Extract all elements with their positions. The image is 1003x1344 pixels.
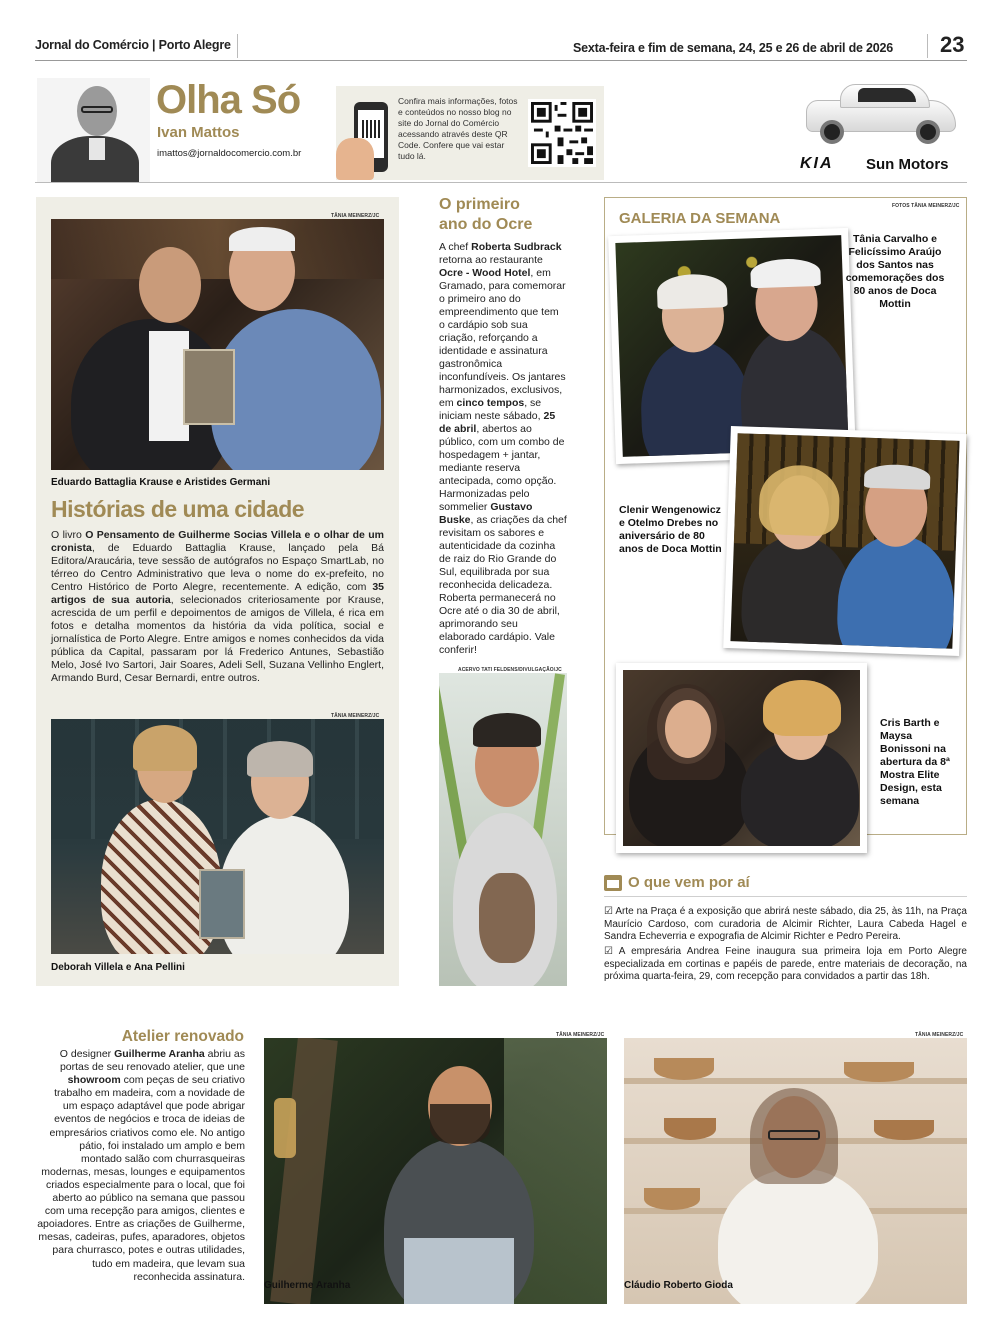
gallery-photo-2 [723, 426, 967, 656]
photo-credit: ACERVO TATI FELDENS/DIVULGAÇÃO/JC [458, 667, 562, 673]
photo-claudio-gioda [624, 1038, 967, 1304]
gallery-caption-1: Tânia Carvalho e Felicíssimo Araújo dos Santos nas comemorações dos 80 anos de Doca Mottin [845, 233, 945, 310]
photo-guilherme-aranha [264, 1038, 607, 1304]
checkbox-icon: ☑ [604, 906, 613, 917]
header-date: Sexta-feira e fim de semana, 24, 25 e 26 de abril de 2026 [573, 41, 894, 55]
photo-credit: TÂNIA MEINERZ/JC [556, 1032, 605, 1038]
story2-text: retorna ao restaurante [439, 254, 543, 266]
story2-bold: cinco tempos [456, 397, 525, 409]
gallery-photo-3 [616, 663, 867, 853]
masthead-rule [35, 182, 967, 183]
kia-logo: KIA [800, 155, 834, 172]
upcoming-rule [604, 896, 967, 897]
upcoming-item-2 [604, 946, 967, 984]
story2-headline-line2: ano do Ocre [439, 216, 533, 233]
header-publication: Jornal do Comércio | Porto Alegre [35, 38, 231, 52]
calendar-icon [604, 875, 622, 891]
column-author: Ivan Mattos [157, 124, 240, 141]
page-number-divider [927, 34, 928, 58]
header-divider [237, 34, 238, 58]
story2-sommelier: Gustavo Buske [439, 501, 533, 526]
story1-book-title: O Pensamento de Guilherme Socias Villela e o olhar de um cronista [51, 529, 384, 554]
qr-text: Confira mais informações, fotos e conteúdos no nosso blog no site do Jornal do Comércio acessando através deste QR Code. Confere que vai estar tudo lá. [398, 96, 518, 161]
checkbox-icon: ☑ [604, 946, 613, 957]
photo-credit: TÂNIA MEINERZ/JC [915, 1032, 964, 1038]
hand-icon [336, 138, 374, 180]
story2-text: , em Gramado, para comemorar o primeiro ano do empreendimento que tem o cardápio sob sua criação, reforçando a identidade e assinatura gastronômica inconfundíveis. Os jantares harmonizados, exclusivos, em [439, 267, 566, 409]
header-rule [35, 60, 967, 61]
story3-body [37, 1048, 245, 1284]
page-number: 23 [940, 32, 965, 57]
photo-villela-pellini [51, 719, 384, 954]
story2-headline-line1: O primeiro [439, 196, 520, 213]
story1-headline: Histórias de uma cidade [51, 496, 305, 522]
gallery-caption-3: Cris Barth e Maysa Bonissoni na abertura da 8ª Mostra Elite Design, esta semana [880, 717, 950, 807]
story3-designer: Guilherme Aranha [114, 1048, 205, 1060]
story2-headline [439, 195, 532, 235]
photo-credit: TÂNIA MEINERZ/JC [331, 713, 380, 719]
upcoming-item-text: A empresária Andrea Feine inaugura sua primeira loja em Porto Alegre especializada em cortinas e papéis de parede, entre materiais de decoração, na próxima quarta-feira, 29, com recepção para convidados a partir das 18h. [604, 946, 967, 982]
photo-caption: Guilherme Aranha [264, 1280, 351, 1291]
photo-caption: Deborah Villela e Ana Pellini [51, 962, 185, 973]
gallery-caption-2: Clenir Wengenowicz e Otelmo Drebes no aniversário de 80 anos de Doca Mottin [619, 504, 722, 555]
car-image [800, 78, 960, 146]
gallery-title: GALERIA DA SEMANA [619, 210, 781, 227]
column-email: imattos@jornaldocomercio.com.br [157, 148, 302, 159]
sponsor-name: Sun Motors [866, 156, 949, 173]
story2-text: , as criações da chef revisitam os sabores e autenticidade da cozinha de raiz do Rio Grande do Sul, equilibrada por sua reconhecida delicadeza. Roberta permanecerá no Ocre até o dia 30 de abril, aprimorando seu elaborado cardápio. Vale conferir! [439, 514, 567, 656]
story1-body [51, 529, 384, 685]
story1-bold: 35 artigos de sua autoria [51, 581, 384, 606]
qr-code-icon [528, 99, 596, 167]
story3-text: O designer [59, 1048, 115, 1060]
upcoming-item-1 [604, 906, 967, 944]
story3-bold: showroom [67, 1074, 121, 1087]
story3-text: com peças de seu criativo trabalho em madeira, com a novidade de um espaço adaptável que pode abrigar eventos de negócios e troca de ideias de empresários criativos como ele. No antigo pátio, foi instalado um amplo e bem montado salão com churrasqueiras modernas, mesas, lounges e equipamentos criados especialmente para o local, que foi aberto ao público na semana que passou com uma recepção para amigos, clientes e apoiadores. Entre as criações de Guilherme, mesas, cadeiras, pufes, aparadores, objetos para churrasco, potes e outras utilidades, tudo em madeira, que levam sua reconhecida assinatura. [37, 1074, 245, 1283]
story1-text: , selecionados criteriosamente por Krause, acrescida de um perfil e depoimentos de amigos de Villela, é rica em fotos e detalha momentos da história da vida política, social e jornalística de Porto Alegre. Entre amigos e nomes conhecidos da vida pública da Capital, passaram por lá Frederico Antunes, Sebastião Melo, José Ivo Sartori, Jair Soares, Adeli Sell, Suzana Vellinho Englert, Armando Burd, Cesar Bernardi, entre outros. [51, 594, 384, 684]
qr-block [336, 86, 604, 180]
story2-chef: Roberta Sudbrack [471, 241, 562, 253]
photo-krause-germani [51, 219, 384, 470]
story3-text: abriu as portas de seu renovado atelier, que une [59, 1048, 245, 1074]
photo-caption: Cláudio Roberto Gioda [624, 1280, 733, 1291]
gallery-credit: FOTOS TÂNIA MEINERZ/JC [892, 203, 960, 209]
photo-caption: Eduardo Battaglia Krause e Aristides Germani [51, 477, 271, 488]
story2-body [439, 241, 567, 657]
story1-text: O livro [51, 529, 86, 541]
story2-date: 25 de abril [439, 410, 556, 435]
story1-text: , de Eduardo Battaglia Krause, lançado pela Bá Editora/Araucária, teve sessão de autógrafos no Espaço SmartLab, no térreo do Centro Administrativo que leva o nome do ex-prefeito, no Centro Histórico de Porto Alegre, recentemente. A edição, com [51, 542, 384, 593]
column-title: Olha Só [156, 78, 301, 122]
photo-roberta-sudbrack [439, 673, 567, 986]
story2-text: , abertos ao público, com um combo de hospedagem + jantar, mediante reserva antecipada, como opção. Harmonizadas pelo sommelier [439, 423, 565, 513]
story2-text: A chef [439, 241, 472, 253]
columnist-photo [37, 78, 150, 182]
story3-headline: Atelier renovado [121, 1028, 244, 1045]
story2-restaurant: Ocre - Wood Hotel [439, 267, 531, 279]
photo-credit: TÂNIA MEINERZ/JC [331, 213, 380, 219]
story2-text: , se iniciam neste sábado, [439, 397, 544, 422]
upcoming-item-text: Arte na Praça é a exposição que abrirá neste sábado, dia 25, às 11h, na Praça Maurício Cardoso, com curadoria de Alcimir Richter, Laura Cabeda Hagel e Sandra Echeverria e expografia de Alcimir Richter e Pedro Pereira. [604, 906, 967, 942]
upcoming-title: O que vem por aí [628, 874, 750, 891]
